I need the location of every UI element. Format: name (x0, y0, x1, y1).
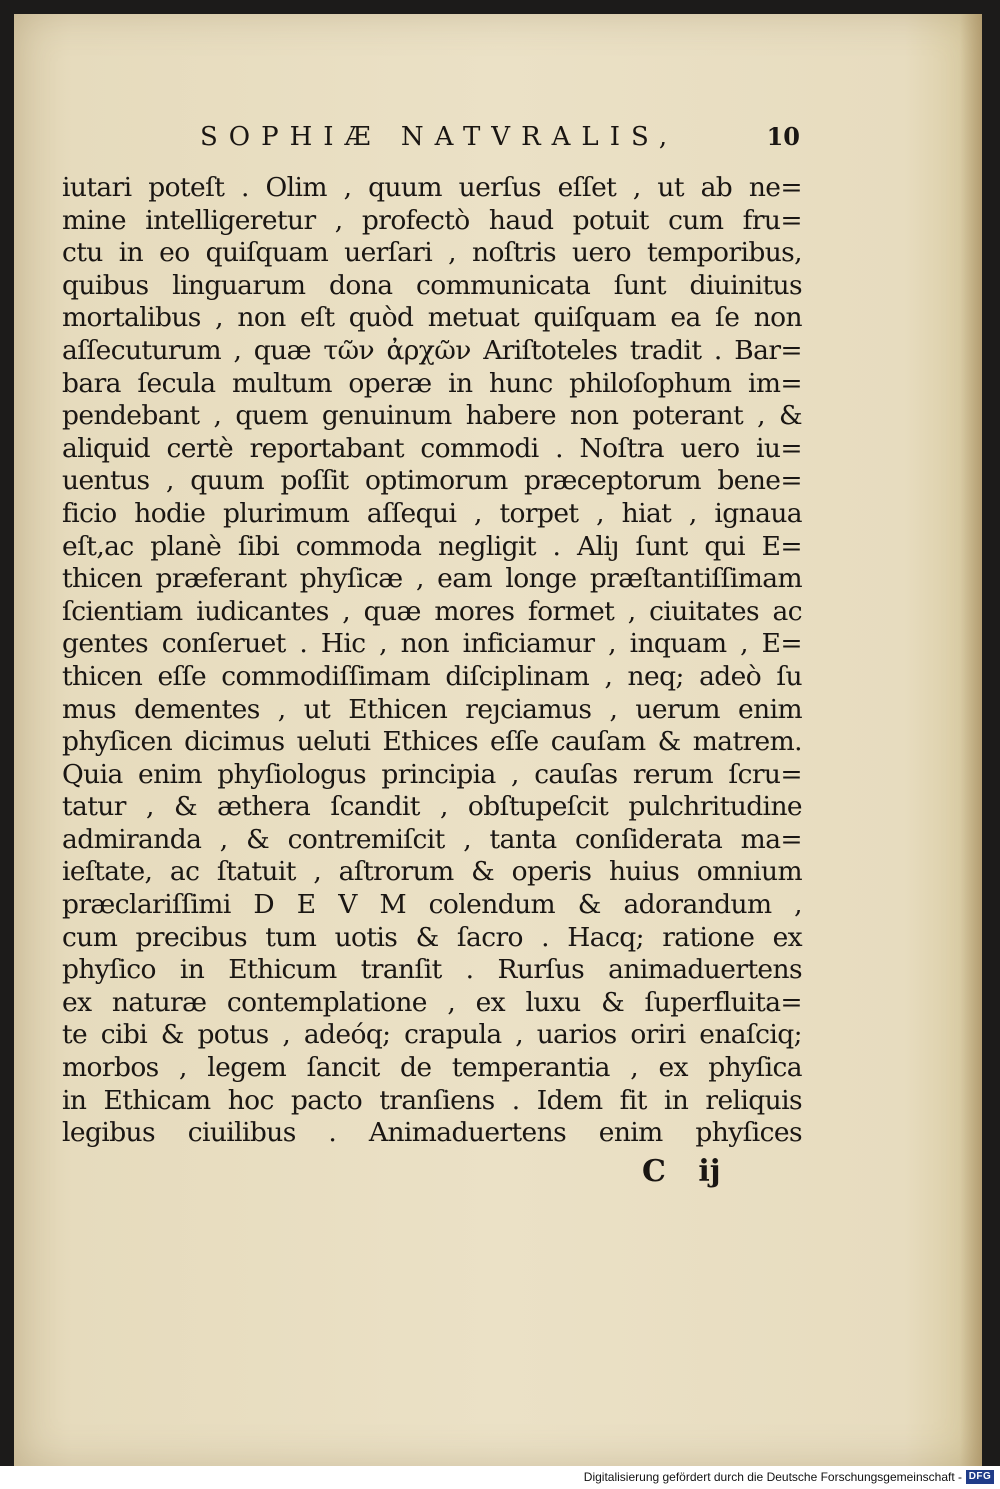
text-line: ctu in eo quiſquam uerſari , noſtris uero temporibus, (62, 237, 802, 269)
text-line: morbos , legem ſancit de temperantia , ex phyſica (62, 1052, 802, 1084)
text-line: phyſicen dicimus ueluti Ethices eſſe cauſam & matrem. (62, 726, 802, 758)
text-line: mine intelligeretur , profectò haud potuit cum fru= (62, 204, 802, 236)
text-line: ieſtate, ac ſtatuit , aſtrorum & operis huius omnium (62, 856, 802, 888)
text-line: gentes conſeruet . Hic , non inficiamur , inquam , E= (62, 628, 802, 660)
text-line: cum precibus tum uotis & ſacro . Hacq; ratione ex (62, 921, 802, 953)
text-line: in Ethicam hoc pacto tranſiens . Idem fit in reliquis (62, 1084, 802, 1116)
text-line: quibus linguarum dona communicata ſunt diuinitus (62, 269, 802, 301)
text-line: thicen præferant phyſicæ , eam longe præſtantiſſimam (62, 563, 802, 595)
text-line: ſcientiam iudicantes , quæ mores formet , ciuitates ac (62, 595, 802, 627)
text-line: bara ſecula multum operæ in hunc philoſophum im= (62, 367, 802, 399)
text-line: mortalibus , non eſt quòd metuat quiſquam ea ſe non (62, 302, 802, 334)
text-line: eſt,ac planè ſibi commoda negligit . Aliȷ ſunt qui E= (62, 530, 802, 562)
running-head-title: SOPHIÆ NATVRALIS, (200, 122, 679, 152)
text-line: præclariſſimi D E V M colendum & adorandum , (62, 889, 802, 921)
page-edge-shadow (960, 14, 982, 1466)
digitization-footer (0, 1466, 1000, 1489)
book-page (14, 14, 982, 1466)
text-line: iutari poteſt . Olim , quum uerſus eſſet , ut ab ne= (62, 172, 802, 203)
text-line: aliquid certè reportabant commodi . Noſtra uero iu= (62, 432, 802, 464)
body-text (62, 172, 802, 1150)
text-line: tatur , & æthera ſcandit , obſtupeſcit pulchritudine (62, 791, 802, 823)
running-head (200, 118, 800, 158)
folio-number: 10 (766, 122, 800, 151)
text-line: phyſico in Ethicum tranſit . Rurſus animaduertens (62, 954, 802, 986)
text-line: pendebant , quem genuinum habere non poterant , & (62, 400, 802, 432)
text-line: ficio hodie plurimum aſſequi , torpet , hiat , ignaua (62, 497, 802, 529)
funding-credit: Digitalisierung gefördert durch die Deutsche Forschungsgemeinschaft - (583, 1470, 962, 1484)
text-line: thicen eſſe commodiſſimam diſciplinam , neq; adeò ſu (62, 660, 802, 692)
text-line: legibus ciuilibus . Animaduertens enim phyſices (62, 1117, 802, 1149)
text-line: uentus , quum poſſit optimorum præceptorum bene= (62, 465, 802, 497)
text-line: ex naturæ contemplatione , ex luxu & ſuperfluita= (62, 986, 802, 1018)
text-line: aſſecuturum , quæ τῶν ἀρχῶν Ariſtoteles tradit . Bar= (62, 334, 802, 366)
text-line: te cibi & potus , adeóq; crapula , uarios oriri enaſciq; (62, 1019, 802, 1051)
text-line: mus dementes , ut Ethicen reȷciamus , uerum enim (62, 693, 802, 725)
dfg-logo-icon[interactable]: DFG (966, 1470, 994, 1484)
signature-mark: C ij (642, 1154, 721, 1189)
text-line: admiranda , & contremiſcit , tanta conſiderata ma= (62, 823, 802, 855)
text-line: Quia enim phyſiologus principia , cauſas rerum ſcru= (62, 758, 802, 790)
